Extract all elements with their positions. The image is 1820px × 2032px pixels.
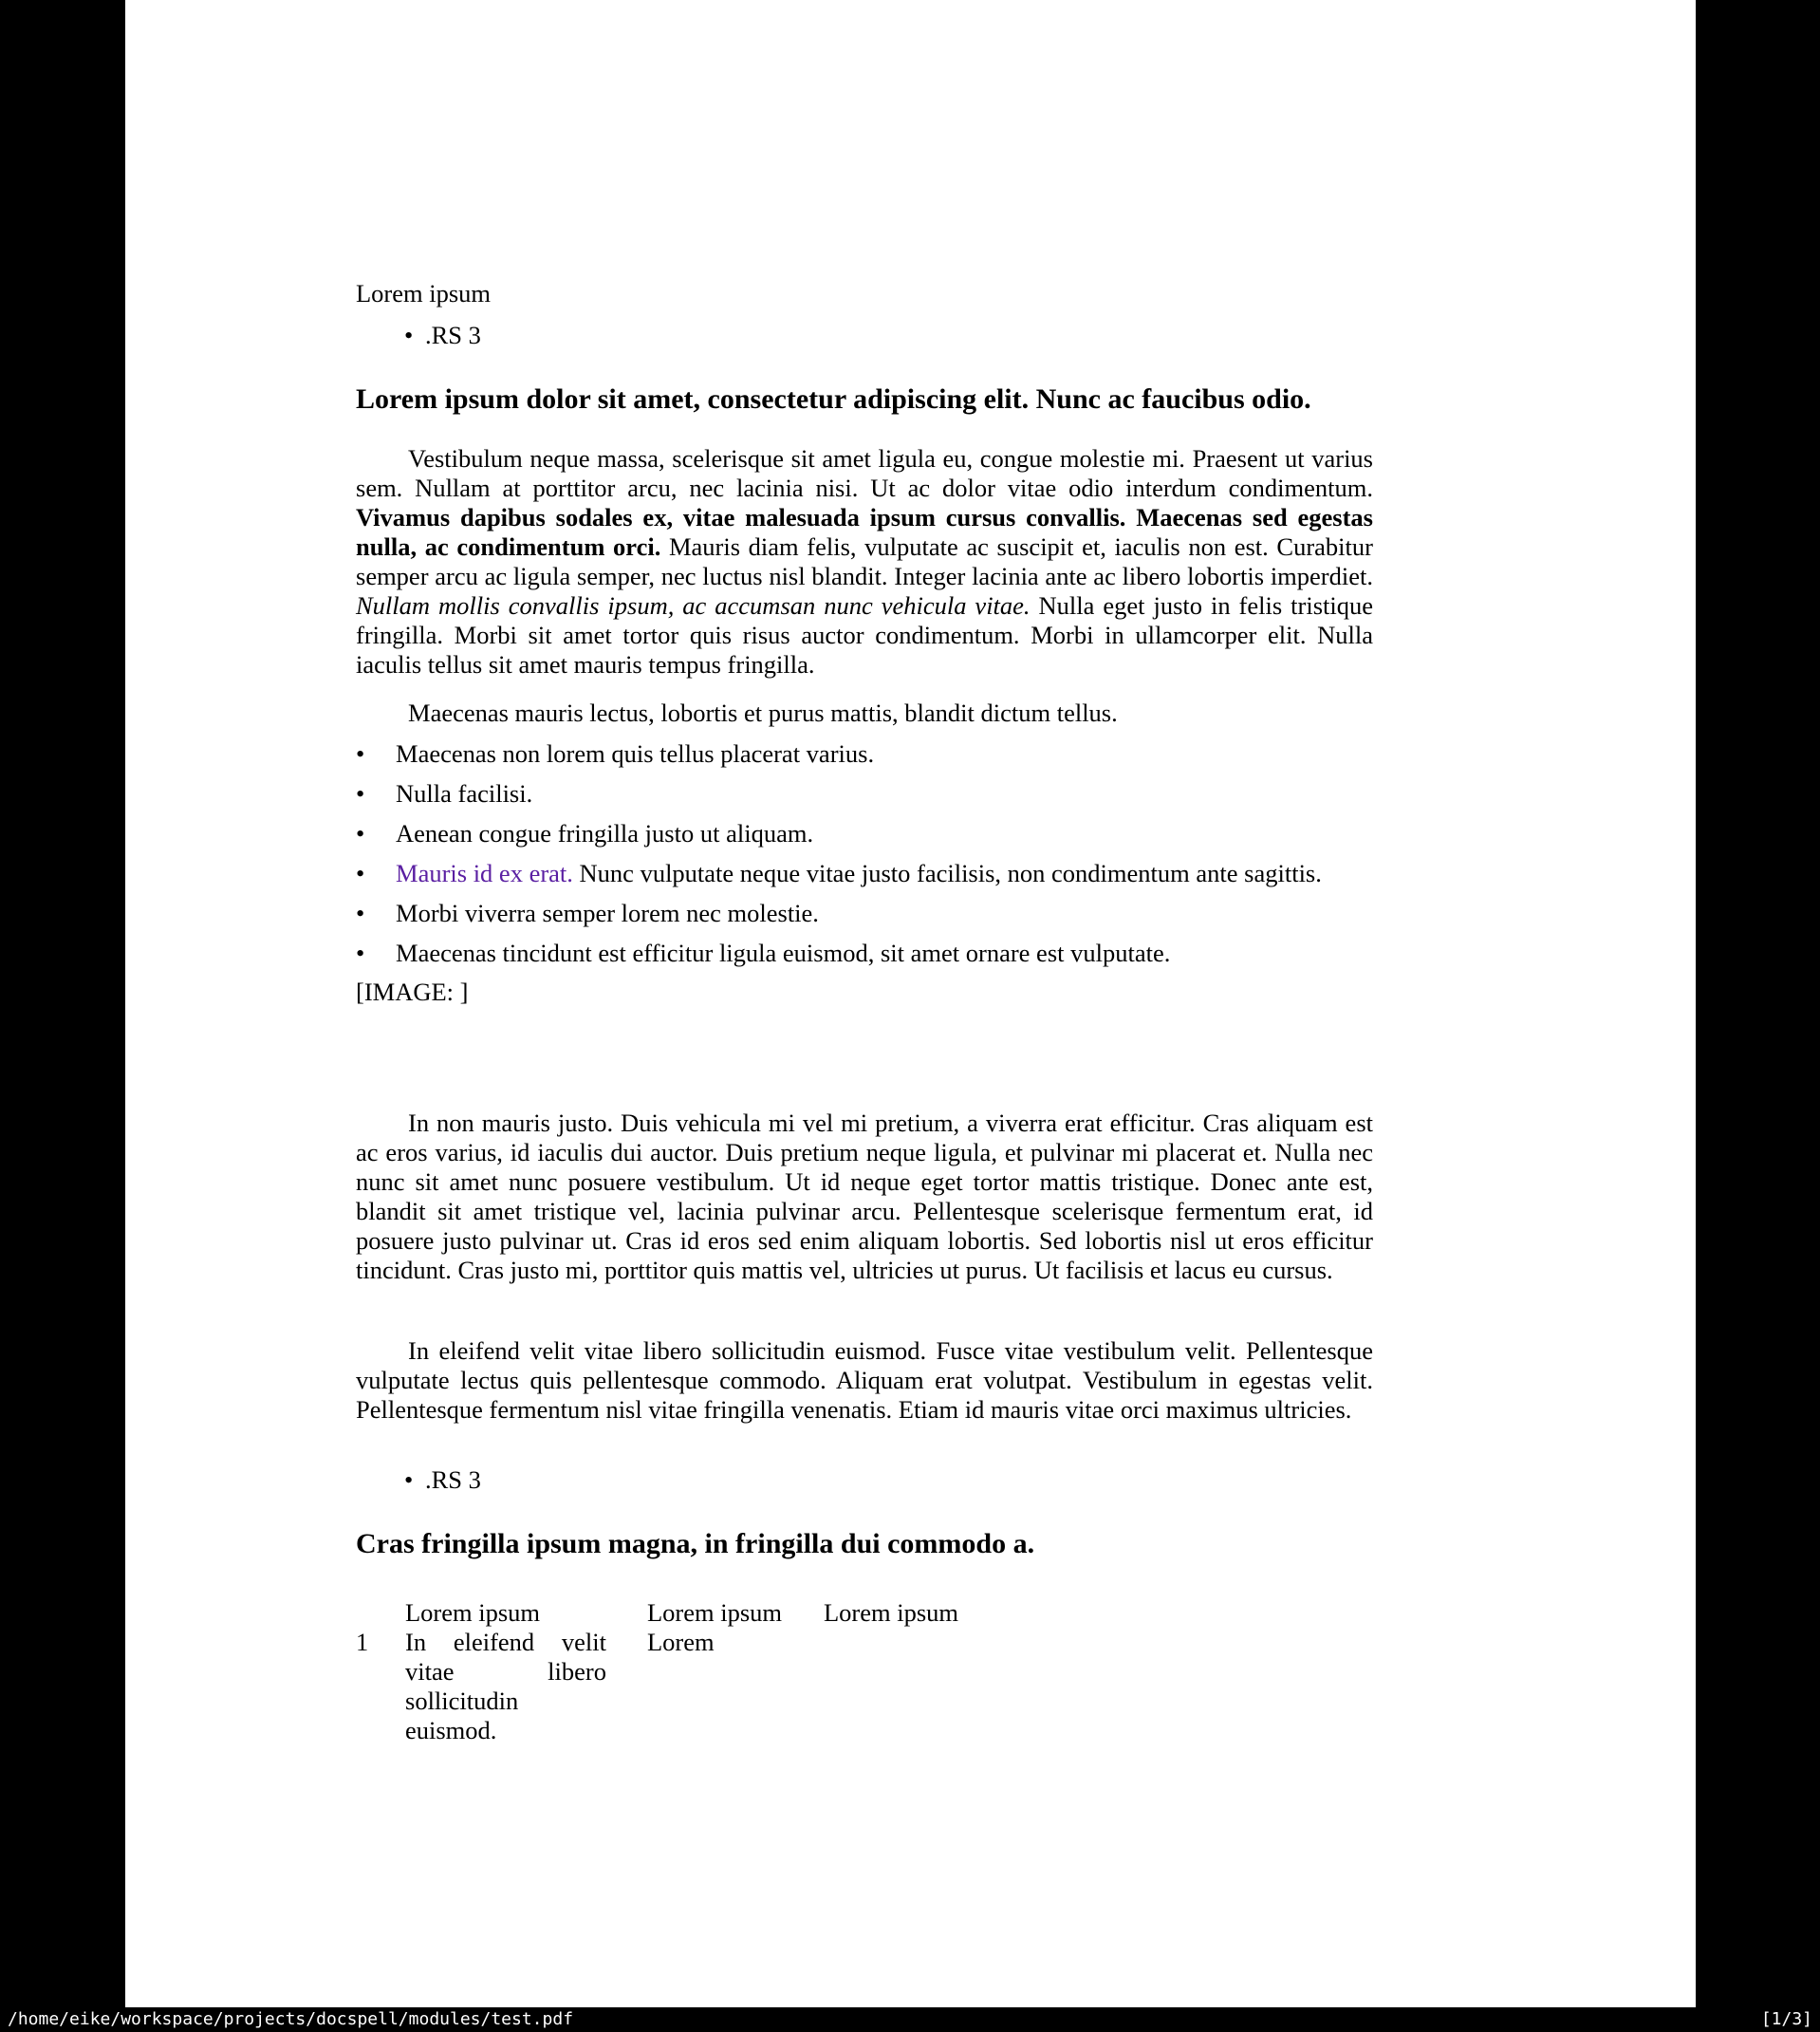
table-header-cell: Lorem ipsum: [824, 1598, 959, 1627]
list-item: [356, 899, 1373, 928]
table-header-cell: Lorem ipsum: [405, 1598, 541, 1627]
rs-macro-label: .RS 3: [425, 1465, 481, 1494]
text-run: Nunc vulputate neque vitae justo facilisis, non condimentum ante sagittis.: [572, 859, 1322, 887]
rs-macro-item: [404, 321, 481, 350]
text-run: Vivamus dapibus sodales ex, vitae malesuada ipsum cursus convallis. Maecenas sed egestas nulla, ac condimentum orci.: [356, 503, 1373, 561]
bullet-icon: •: [356, 819, 365, 848]
section-heading-2: Cras fringilla ipsum magna, in fringilla dui commodo a.: [356, 1528, 1035, 1559]
table-cell: Lorem: [647, 1628, 715, 1656]
paragraph-2: Maecenas mauris lectus, lobortis et purus mattis, blandit dictum tellus.: [408, 699, 1118, 727]
list-item: [356, 819, 1373, 848]
section-heading-1: Lorem ipsum dolor sit amet, consectetur adipiscing elit. Nunc ac faucibus odio.: [356, 383, 1311, 415]
text-run: Nullam mollis convallis ipsum, ac accumsan nunc vehicula vitae.: [356, 591, 1031, 620]
text-run: Vestibulum neque massa, scelerisque sit amet ligula eu, congue molestie mi. Praesent ut varius sem. Nullam at porttitor arcu, nec lacinia nisi. Ut ac dolor vitae odio interdum condimentum.: [356, 444, 1373, 502]
list-item: [356, 939, 1373, 968]
paragraph-4: In eleifend velit vitae libero sollicitudin euismod. Fusce vitae vestibulum velit. Pellentesque vulputate lectus quis pellentesque commodo. Aliquam erat volutpat. Vestibulum in egestas velit. Pellentesque fermentum nisl vitae fringilla venenatis. Etiam id mauris vitae orci maximus ultricies.: [356, 1336, 1373, 1424]
paragraph-1: [356, 444, 1373, 680]
bullet-icon: •: [404, 1465, 414, 1494]
bullet-icon: •: [356, 899, 365, 927]
statusbar: [0, 2007, 1820, 2032]
pdf-page[interactable]: [125, 0, 1696, 2007]
rs-macro-label: .RS 3: [425, 321, 481, 349]
text-run: Mauris diam felis, vulputate ac suscipit et, iaculis non est. Curabitur semper arcu ac ligula semper, nec luctus nisl blandit. Integer lacinia ante ac libero lobortis imperdiet.: [356, 532, 1373, 590]
text-run: Nulla facilisi.: [396, 779, 533, 808]
table-header-row: [356, 1598, 1096, 1628]
text-run: Maecenas tincidunt est efficitur ligula euismod, sit amet ornare est vulputate.: [396, 939, 1171, 967]
document-table: [356, 1598, 1096, 1745]
text-run: Morbi viverra semper lorem nec molestie.: [396, 899, 819, 927]
text-run: Aenean congue fringilla justo ut aliquam.: [396, 819, 814, 848]
text-run: Maecenas non lorem quis tellus placerat varius.: [396, 739, 875, 768]
bullet-icon: •: [356, 739, 365, 768]
table-header-cell: [356, 1598, 405, 1628]
intro-item: Lorem ipsum: [356, 279, 492, 308]
table-cell-number: 1: [356, 1628, 369, 1656]
bullet-list: [356, 739, 1373, 979]
text-run: Nulla eget justo in felis tristique fringilla. Morbi sit amet tortor quis risus auctor condimentum. Morbi in ullamcorper elit. Nulla iaculis tellus sit amet mauris tempus fringilla.: [356, 591, 1373, 679]
table-header-cell: Lorem ipsum: [647, 1598, 783, 1627]
table-row: [356, 1628, 1096, 1745]
list-item: [356, 859, 1373, 888]
statusbar-file-path: /home/eike/workspace/projects/docspell/modules/test.pdf: [8, 2009, 574, 2029]
list-item: [356, 779, 1373, 809]
bullet-icon: •: [356, 859, 365, 887]
image-placeholder: [IMAGE: ]: [356, 978, 469, 1006]
rs-macro-item: [404, 1465, 481, 1495]
bullet-icon: •: [356, 939, 365, 967]
bullet-icon: •: [404, 321, 414, 349]
statusbar-page-indicator: [1/3]: [1760, 2009, 1812, 2029]
bullet-icon: •: [356, 779, 365, 808]
paragraph-3: In non mauris justo. Duis vehicula mi vel mi pretium, a viverra erat efficitur. Cras aliquam est ac eros varius, id iaculis dui auctor. Duis pretium neque ligula, et pulvinar mi placerat et. Nulla nec nunc sit amet nunc posuere vestibulum. Ut id neque eget tortor mattis tristique. Donec ante est, blandit sit amet tristique vel, lacinia pulvinar arcu. Pellentesque scelerisque fermentum erat, id posuere justo pulvinar ut. Cras id eros sed enim aliquam lobortis. Sed lobortis nisl ut eros efficitur tincidunt. Cras justo mi, porttitor quis mattis vel, ultricies ut purus. Ut facilisis et lacus eu cursus.: [356, 1109, 1373, 1284]
table-cell: [824, 1628, 1096, 1745]
table-cell: In eleifend velit vitae libero sollicitudin euismod.: [405, 1628, 606, 1744]
pdf-link[interactable]: Mauris id ex erat.: [396, 859, 573, 887]
list-item: [356, 739, 1373, 769]
